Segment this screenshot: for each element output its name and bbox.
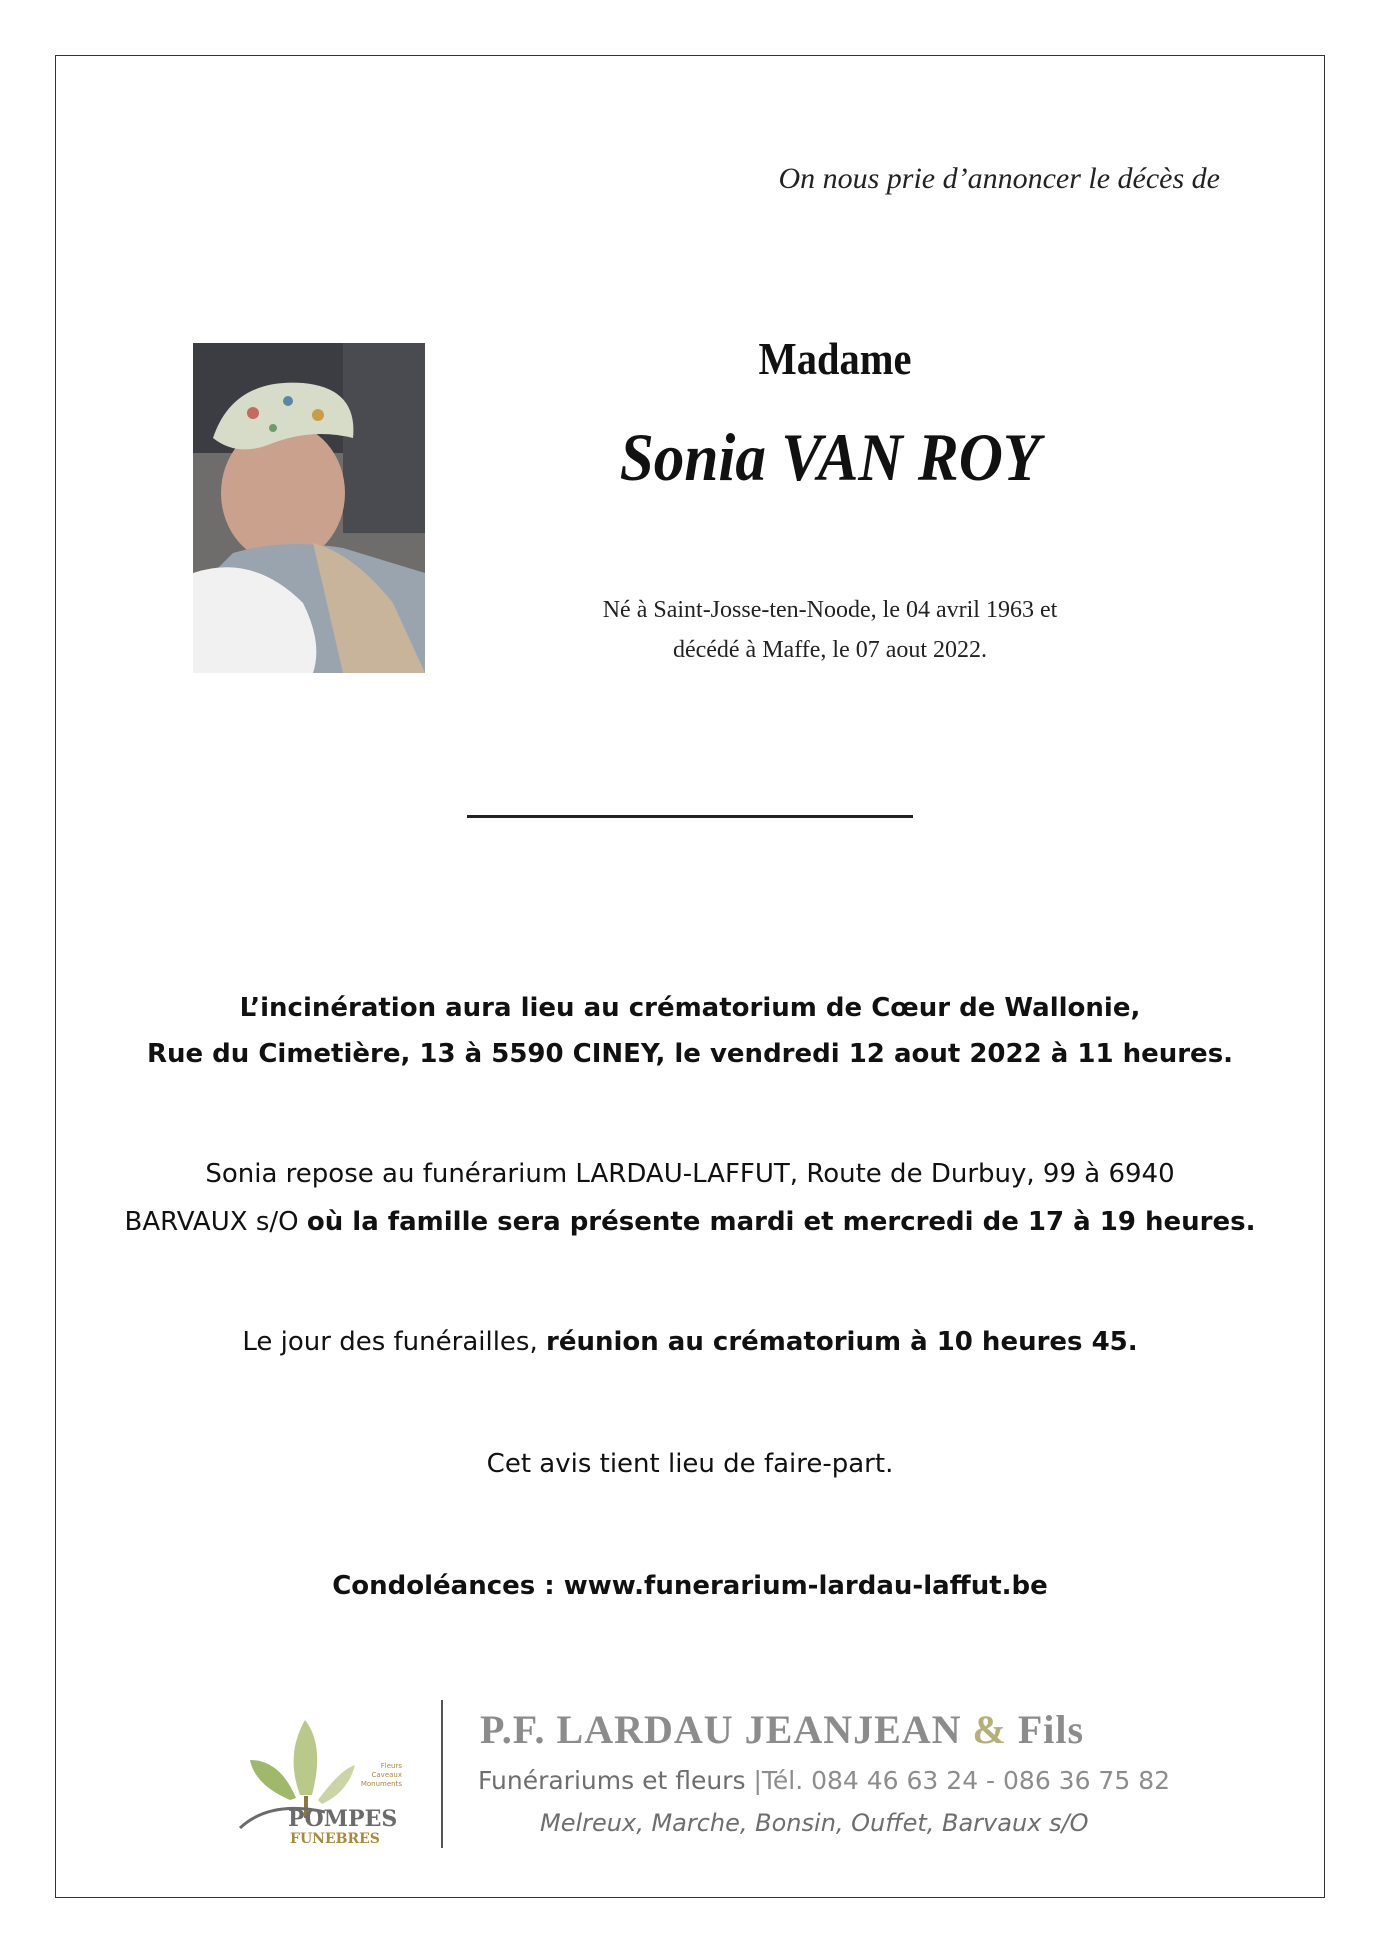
company-locations: Melreux, Marche, Bonsin, Ouffet, Barvaux s/O [540, 1809, 1089, 1837]
company-name-ampersand: & [972, 1707, 1007, 1752]
portrait-photo [193, 343, 425, 673]
separator-line [467, 815, 913, 818]
birth-line: Né à Saint-Josse-ten-Noode, le 04 avril 1963 et [602, 597, 1058, 623]
company-name-end: Fils [1006, 1707, 1085, 1752]
reunion-paragraph [110, 1318, 1270, 1366]
repose-line-2-plain: BARVAUX s/O [124, 1207, 307, 1237]
repose-paragraph [110, 1150, 1270, 1246]
logo-word-1: POMPES [288, 1806, 398, 1832]
notice-text: Cet avis tient lieu de faire-part. [486, 1449, 894, 1479]
reunion-plain: Le jour des funérailles, [242, 1327, 546, 1357]
announcement-text: On nous prie d’annoncer le décès de [778, 162, 1220, 195]
deceased-name: Sonia VAN ROY [619, 419, 1041, 495]
company-name-main: P.F. LARDAU JEANJEAN [480, 1707, 973, 1752]
condolences-text: Condoléances : www.funerarium-lardau-laffut.be [332, 1571, 1048, 1601]
death-line: décédé à Maffe, le 07 aout 2022. [672, 637, 988, 663]
footer-divider [441, 1700, 443, 1848]
pompes-funebres-logo [230, 1700, 450, 1850]
phone-numbers: |Tél. 084 46 63 24 - 086 36 75 82 [753, 1766, 1171, 1795]
logo-tagline-3: Monuments [360, 1780, 402, 1788]
repose-line-1: Sonia repose au funérarium LARDAU-LAFFUT, Route de Durbuy, 99 à 6940 [205, 1159, 1175, 1189]
reunion-bold: réunion au crématorium à 10 heures 45. [546, 1327, 1138, 1357]
ceremony-line-1: L’incinération aura lieu au crématorium de Cœur de Wallonie, [239, 993, 1141, 1023]
deceased-title: Madame [758, 333, 912, 384]
services-text: Funérariums et fleurs [478, 1766, 754, 1795]
logo-word-2: FUNEBRES [290, 1831, 380, 1847]
company-name [480, 1706, 1084, 1753]
ceremony-line-2: Rue du Cimetière, 13 à 5590 CINEY, le vendredi 12 aout 2022 à 11 heures. [146, 1039, 1234, 1069]
repose-line-2 [110, 1198, 1270, 1246]
birth-death-info [500, 590, 1160, 670]
logo-tagline-1: Fleurs [380, 1762, 402, 1770]
repose-line-2-bold: où la famille sera présente mardi et mercredi de 17 à 19 heures. [306, 1207, 1256, 1237]
ceremony-paragraph [110, 985, 1270, 1077]
logo-tagline-2: Caveaux [371, 1771, 402, 1779]
company-services [478, 1766, 1170, 1795]
